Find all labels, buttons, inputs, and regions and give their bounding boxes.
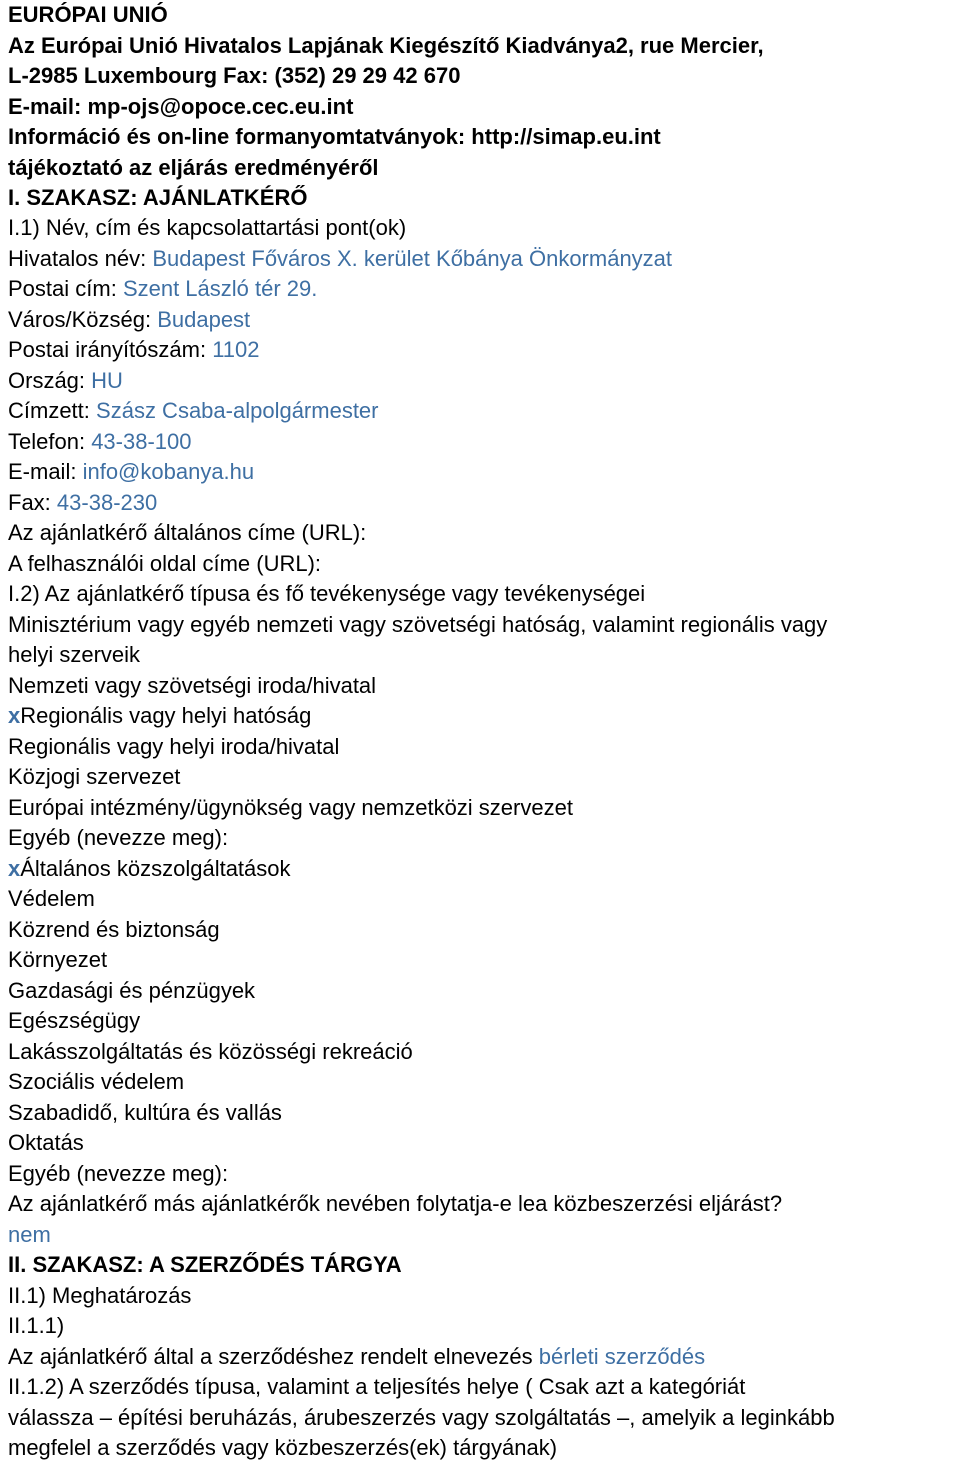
field-phone bbox=[8, 427, 192, 457]
info-line: Információ és on-line formanyomtatványok: http://simap.eu.int bbox=[8, 124, 661, 149]
field-email bbox=[8, 457, 254, 487]
field-country bbox=[8, 366, 123, 396]
option-text: Szabadidő, kultúra és vallás bbox=[8, 1100, 282, 1125]
notice-type: tájékoztató az eljárás eredményéről bbox=[8, 155, 379, 180]
section2-1-2-line: II.1.2) A szerződés típusa, valamint a teljesítés helye ( Csak azt a kategóriát bbox=[8, 1374, 746, 1399]
checkmark: x bbox=[8, 856, 21, 881]
activity-option bbox=[8, 1067, 184, 1097]
type-option bbox=[8, 701, 311, 731]
option-text: Regionális vagy helyi hatóság bbox=[20, 703, 312, 728]
url-buyer: A felhasználói oldal címe (URL): bbox=[8, 551, 322, 576]
type-option bbox=[8, 640, 140, 670]
field-fax bbox=[8, 488, 157, 518]
field-label: Fax: bbox=[8, 490, 51, 515]
field-label: Ország: bbox=[8, 368, 86, 393]
option-text: Nemzeti vagy szövetségi iroda/hivatal bbox=[8, 673, 377, 698]
option-text: Egészségügy bbox=[8, 1008, 141, 1033]
field-value: HU bbox=[91, 368, 123, 393]
option-text: Szociális védelem bbox=[8, 1069, 185, 1094]
option-text: Általános közszolgáltatások bbox=[20, 856, 291, 881]
activity-option bbox=[8, 1037, 413, 1067]
section2-1-2-line: válassza – építési beruházás, árubeszerzés vagy szolgáltatás –, amelyik a leginkább bbox=[8, 1405, 835, 1430]
field-label: Hivatalos név: bbox=[8, 246, 147, 271]
address-line: L-2985 Luxembourg Fax: (352) 29 29 42 670 bbox=[8, 63, 461, 88]
activity-option bbox=[8, 884, 95, 914]
field-label: Postai irányítószám: bbox=[8, 337, 207, 362]
activity-option bbox=[8, 1128, 84, 1158]
field-value: Budapest bbox=[157, 307, 251, 332]
section2-1-1-title: II.1.1) bbox=[8, 1313, 65, 1338]
activity-option bbox=[8, 1098, 282, 1128]
field-value: Szent László tér 29. bbox=[122, 276, 318, 301]
type-option bbox=[8, 732, 339, 762]
option-text: Közjogi szervezet bbox=[8, 764, 181, 789]
option-text: Egyéb (nevezze meg): bbox=[8, 1161, 229, 1186]
activity-option bbox=[8, 854, 291, 884]
activity-option bbox=[8, 1159, 228, 1189]
field-label: Címzett: bbox=[8, 398, 90, 423]
option-text: Európai intézmény/ügynökség vagy nemzetközi szervezet bbox=[8, 795, 573, 820]
option-text: Védelem bbox=[8, 886, 95, 911]
option-text: Környezet bbox=[8, 947, 108, 972]
activity-option bbox=[8, 945, 107, 975]
field-value: 1102 bbox=[212, 337, 260, 362]
doc-title: EURÓPAI UNIÓ bbox=[8, 2, 168, 27]
type-option bbox=[8, 762, 180, 792]
contract-name-label: Az ajánlatkérő által a szerződéshez rendelt elnevezés bbox=[8, 1344, 533, 1369]
field-value: 43-38-100 bbox=[91, 429, 192, 454]
url-general: Az ajánlatkérő általános címe (URL): bbox=[8, 520, 367, 545]
behalf-answer: nem bbox=[8, 1222, 51, 1247]
section2-title: II. SZAKASZ: A SZERZŐDÉS TÁRGYA bbox=[8, 1252, 402, 1277]
type-option bbox=[8, 671, 376, 701]
email-line: E-mail: mp-ojs@opoce.cec.eu.int bbox=[8, 94, 354, 119]
option-text: Egyéb (nevezze meg): bbox=[8, 825, 229, 850]
activity-option bbox=[8, 1006, 140, 1036]
section2-1-2-line: megfelel a szerződés vagy közbeszerzés(ek) tárgyának) bbox=[8, 1435, 558, 1460]
option-text: Lakásszolgáltatás és közösségi rekreáció bbox=[8, 1039, 413, 1064]
option-text: Regionális vagy helyi iroda/hivatal bbox=[8, 734, 340, 759]
section1-2-title: I.2) Az ajánlatkérő típusa és fő tevékenysége vagy tevékenységei bbox=[8, 581, 646, 606]
contract-name-value: bérleti szerződés bbox=[538, 1344, 706, 1369]
activity-option bbox=[8, 915, 220, 945]
section1-title: I. SZAKASZ: AJÁNLATKÉRŐ bbox=[8, 185, 308, 210]
type-option bbox=[8, 793, 573, 823]
type-option bbox=[8, 610, 827, 640]
type-option bbox=[8, 823, 228, 853]
option-text: helyi szerveik bbox=[8, 642, 141, 667]
contract-name bbox=[8, 1342, 705, 1372]
option-text: Minisztérium vagy egyéb nemzeti vagy szövetségi hatóság, valamint regionális vagy bbox=[8, 612, 828, 637]
field-label: Postai cím: bbox=[8, 276, 117, 301]
checkmark: x bbox=[8, 703, 21, 728]
field-postal-code bbox=[8, 335, 260, 365]
field-label: E-mail: bbox=[8, 459, 77, 484]
field-city bbox=[8, 305, 250, 335]
option-text: Közrend és biztonság bbox=[8, 917, 220, 942]
activity-option bbox=[8, 976, 255, 1006]
field-addressee bbox=[8, 396, 379, 426]
field-label: Város/Község: bbox=[8, 307, 152, 332]
field-official-name bbox=[8, 244, 672, 274]
field-postal-address bbox=[8, 274, 317, 304]
field-label: Telefon: bbox=[8, 429, 86, 454]
section1-1-title: I.1) Név, cím és kapcsolattartási pont(ok) bbox=[8, 215, 407, 240]
field-value: Budapest Főváros X. kerület Kőbánya Önkormányzat bbox=[152, 246, 673, 271]
field-value: 43-38-230 bbox=[56, 490, 158, 515]
behalf-question: Az ajánlatkérő más ajánlatkérők nevében folytatja-e lea közbeszerzési eljárást? bbox=[8, 1191, 783, 1216]
option-text: Oktatás bbox=[8, 1130, 84, 1155]
section2-1-title: II.1) Meghatározás bbox=[8, 1283, 192, 1308]
field-value: Szász Csaba-alpolgármester bbox=[96, 398, 379, 423]
field-value: info@kobanya.hu bbox=[82, 459, 255, 484]
option-text: Gazdasági és pénzügyek bbox=[8, 978, 256, 1003]
publication-line: Az Európai Unió Hivatalos Lapjának Kiegészítő Kiadványa2, rue Mercier, bbox=[8, 33, 764, 58]
